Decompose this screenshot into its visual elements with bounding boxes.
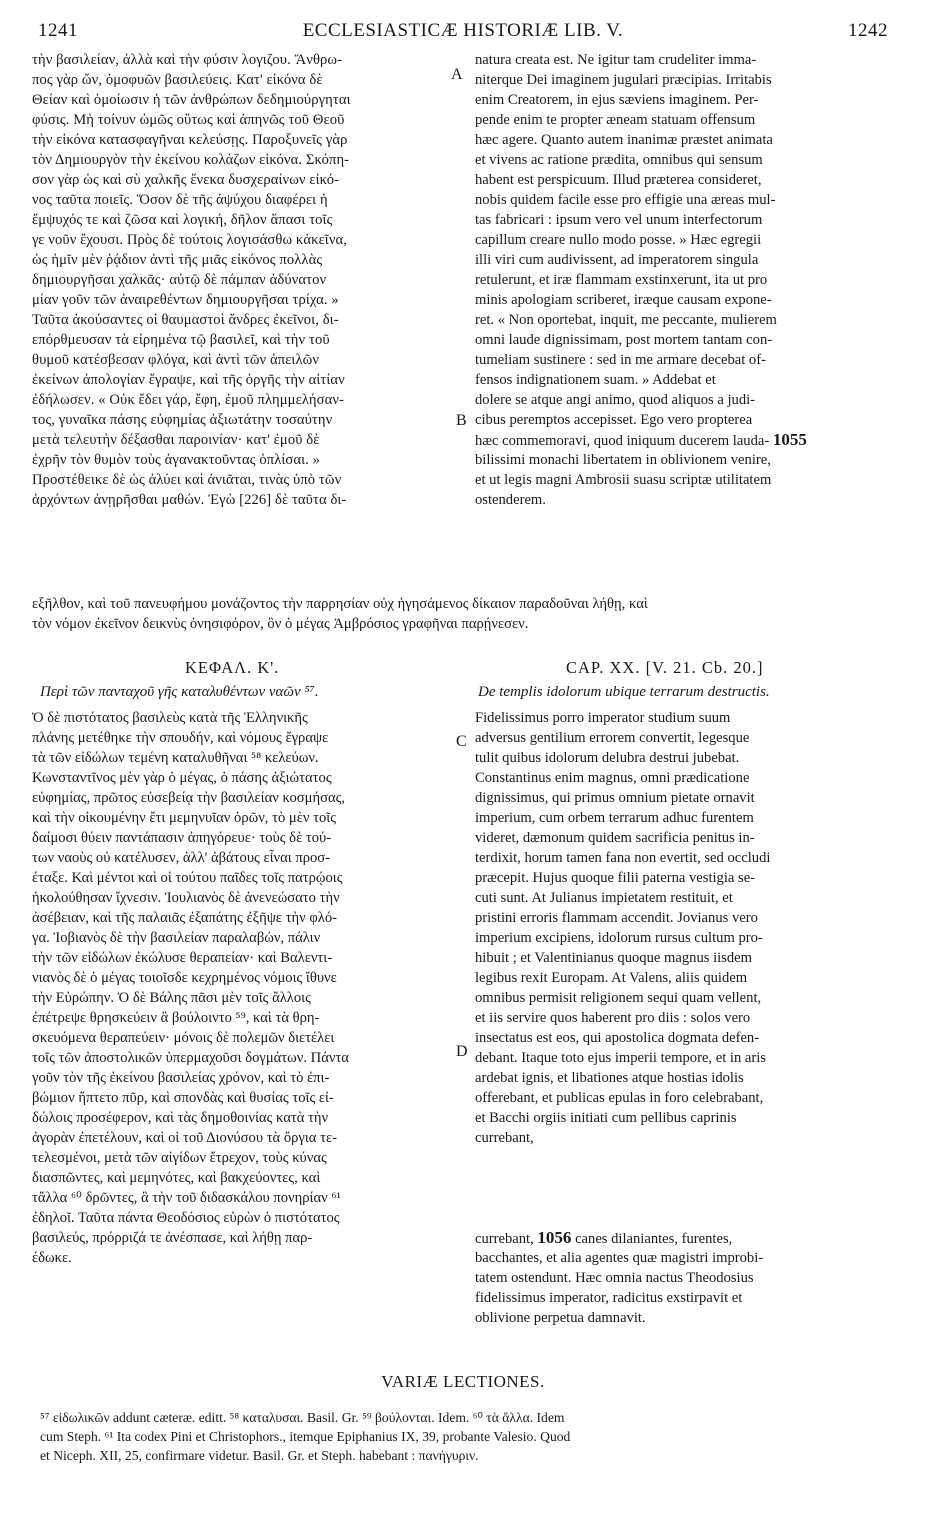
text-line: illi viri cum audivissent, ad imperatorem singula	[475, 252, 759, 268]
text-line: Ὁ δὲ πιστότατος βασιλεὺς κατὰ τῆς Ἑλληνικῆς	[32, 710, 308, 726]
text-line: δώλοις προσέφερον, καὶ τὰς δημοθοινίας κατὰ τὴν	[32, 1110, 329, 1126]
text-line	[32, 1268, 460, 1288]
text-line: bilissimi monachi libertatem in oblivionem venire,	[475, 452, 771, 468]
text-line: πος γὰρ ὤν, ὁμοφυῶν βασιλεύεις. Κατ' εἰκόνα δὲ	[32, 72, 323, 88]
text-line	[32, 1308, 460, 1328]
text-line: currebant,	[475, 1130, 534, 1146]
text-line: ostenderem.	[475, 492, 546, 508]
text-line: oblivione perpetua damnavit.	[475, 1310, 646, 1326]
text-line: ἠκολούθησαν ἴχνεσιν. Ἰουλιανὸς δὲ ἀνενεώσατο τὴν	[32, 890, 340, 906]
text-line: τὴν Εὐρώπην. Ὁ δὲ Βάλης πᾶσι μὲν τοῖς ἄλλοις	[32, 990, 311, 1006]
text-line: tas fabricari : ipsum vero vel unum interfectorum	[475, 212, 763, 228]
text-line: et Bacchi orgiis initiati cum pellibus caprinis	[475, 1110, 737, 1126]
text-line: fidelissimus imperator, radicitus exstirpavit et	[475, 1290, 743, 1306]
latin-column-top	[475, 50, 895, 590]
text-line: ἐδηλοῖ. Ταῦτα πάντα Θεοδόσιος εὑρὼν ὁ πιστότατος	[32, 1210, 340, 1226]
text-line: hibuit ; et Valentinianus quoque magnus iisdem	[475, 950, 752, 966]
text-line: τὸν Δημιουργὸν τὴν ἐκείνου κολάζων εἰκόνα. Σκόπη-	[32, 152, 350, 168]
text-line-start: currebant,	[475, 1231, 534, 1247]
text-line: Constantinus enim magnus, omni prædicatione	[475, 770, 750, 786]
text-line: δαίμοσι θύειν παντάπασιν ἀπηγόρευε· τοὺς δὲ τού-	[32, 830, 332, 846]
text-line: legibus rexit Europam. At Valens, aliis quidem	[475, 970, 748, 986]
greek-chapter-heading: ΚΕΦΑΛ. Κ'.	[185, 658, 280, 677]
text-line: εξῆλθον, καὶ τοῦ πανευφήμου μονάζοντος τὴν παρρησίαν οὐχ ἡγησάμενος δίκαιον παραδοῦναι λήθῃ, καὶ	[32, 596, 648, 612]
text-line: pristini erroris flammam accendit. Jovianus vero	[475, 910, 758, 926]
greek-column-top	[32, 50, 460, 590]
running-title: ECCLESIASTICÆ HISTORIÆ LIB. V.	[302, 20, 624, 41]
text-line: minis apologiam scriberet, iræque causam expone-	[475, 292, 772, 308]
variant-readings-heading: VARIÆ LECTIONES.	[381, 1372, 545, 1391]
text-line: θυμοῦ κατέσβεσαν φλόγα, καὶ ἀντὶ τῶν ἀπειλῶν	[32, 352, 320, 368]
text-line: retulerunt, et iræ flammam exstinxerunt, ita ut pro	[475, 272, 768, 288]
section-marker-d: D	[456, 1043, 468, 1060]
text-line: Θείαν καὶ ὁμοίωσιν ἡ τῶν ἀνθρώπων δεδημιούργηται	[32, 92, 351, 108]
text-line: et ut legis magni Ambrosii suasu scriptæ utilitatem	[475, 472, 772, 488]
text-line: εὐφημίας, πρῶτος εὐσεβείᾳ τὴν βασιλείαν κοσμήσας,	[32, 790, 346, 806]
greek-column-bottom	[32, 708, 460, 1348]
page-number-left: 1241	[38, 20, 78, 41]
footnotes	[40, 1408, 900, 1465]
text-line	[32, 570, 460, 590]
text-line: τὴν τῶν εἰδώλων ἐκώλυσε θεραπείαν· καὶ Βαλεντι-	[32, 950, 333, 966]
text-line: Ταῦτα ἀκούσαντες οἱ θαυμαστοὶ ἄνδρες ἐκεῖνοι, δι-	[32, 312, 339, 328]
text-line: hæc agere. Quanto autem inanimæ præstet animata	[475, 132, 773, 148]
text-line: pende enim te propter æneam statuam offensum	[475, 112, 756, 128]
text-line: dignissimus, qui primus omnium pietate ornavit	[475, 790, 755, 806]
text-line: γε νοῦν ἔχουσι. Πρὸς δὲ τούτοις λογισάσθω κἀκεῖνα,	[32, 232, 348, 248]
text-line	[32, 550, 460, 570]
section-marker-c: C	[456, 733, 467, 750]
text-line: τοῖς τῶν ἀποστολικῶν ὑπερμαχοῦσι δογμάτων. Πάντα	[32, 1050, 349, 1066]
text-line: debant. Itaque toto ejus imperii tempore, et in aris	[475, 1050, 766, 1066]
text-line: καὶ τὴν οἰκουμένην ἔτι μεμηνυῖαν ὁρῶν, τὸ μὲν τοῖς	[32, 810, 336, 826]
text-line: ἐκείνων ἀπολογίαν ἔγραψε, καὶ τῆς ὀργῆς τὴν αἰτίαν	[32, 372, 345, 388]
latin-chapter-title: De templis idolorum ubique terrarum destructis.	[478, 684, 770, 700]
text-line: νιανὸς δὲ ὁ μέγας τοιοῖσδε κεχρημένος νόμοις ἴθυνε	[32, 970, 337, 986]
text-line: nobis quidem facile esse pro effigie una æreas mul-	[475, 192, 776, 208]
text-line: τὴν εἰκόνα κατασφαγῆναι κελεύσῃς. Παροξυνεῖς γὰρ	[32, 132, 348, 148]
text-line: ὡς ἡμῖν μὲν ῥᾴδιον ἀντὶ τῆς μιᾶς εἰκόνος πολλὰς	[32, 252, 323, 268]
text-line	[475, 510, 895, 530]
text-line: præcepit. Hujus quoque filii paterna vestigia se-	[475, 870, 756, 886]
text-line: enim Creatorem, in ejus sæviens imaginem. Per-	[475, 92, 759, 108]
text-line: dolere se atque angi animo, quod aliquos a judi-	[475, 392, 756, 408]
text-line: τελεσμένοι, μετὰ τῶν αἰγίδων ἔτρεχον, τοὺς κύνας	[32, 1150, 327, 1166]
text-line: γα. Ἰοβιανὸς δὲ τὴν βασιλείαν παραλαβών, πάλιν	[32, 930, 321, 946]
text-line: niterque Dei imaginem jugulari præcipias. Irritabis	[475, 72, 772, 88]
text-line	[32, 1288, 460, 1308]
text-line: ἀγορὰν ἐπετέλουν, καὶ οἱ τοῦ Διονύσου τὰ ὄργια τε-	[32, 1130, 337, 1146]
text-line: γοῦν τὸν τῆς ἐκείνου βασιλείας χρόνον, καὶ τὸ ἐπι-	[32, 1070, 330, 1086]
text-line: Κωνσταντῖνος μὲν γὰρ ὁ μέγας, ὁ πάσης ἀξιώτατος	[32, 770, 332, 786]
text-line	[475, 1188, 895, 1208]
text-line: Προστέθεικε δὲ ὡς ἀλύει καὶ ἀνιᾶται, τινὰς ὑπὸ τῶν	[32, 472, 342, 488]
text-line: μίαν γοῦν τῶν ἀναιρεθέντων δημιουργῆσαι τρίχα. »	[32, 292, 339, 308]
text-line: πλάνης μετέθηκε τὴν σπουδήν, καὶ νόμους ἔγραψε	[32, 730, 329, 746]
column-number: 1055	[772, 430, 807, 449]
text-line: ardebat ignis, et libationes atque hostias idolis	[475, 1070, 744, 1086]
text-line-end: canes dilaniantes, furentes,	[575, 1231, 733, 1247]
text-line	[475, 570, 895, 590]
text-line: νος ταῦτα ποιεῖς. Ὅσον δὲ τῆς ἀψύχου διαφέρει ἡ	[32, 192, 328, 208]
text-line: fensos indignationem suam. » Addebat et	[475, 372, 716, 388]
text-line: terdixit, horum tamen fana non evertit, sed occludi	[475, 850, 771, 866]
text-line: τὸν νόμον ἐκεῖνον δεικνὺς ὀνησιφόρον, ὃν ὁ μέγας Ἀμβρόσιος γραφῆναι παρῄνεσεν.	[32, 616, 529, 632]
text-line: omnibus permisit religionem sequi quam vellent,	[475, 990, 762, 1006]
text-line: τἄλλα ⁶⁰ δρῶντες, ἃ τὴν τοῦ διδασκάλου πονηρίαν ⁶¹	[32, 1190, 341, 1206]
text-line: ret. « Non oportebat, inquit, me peccante, mulierem	[475, 312, 777, 328]
text-line: adversus gentilium errorem convertit, legesque	[475, 730, 750, 746]
text-line: insectatus est eos, qui apostolica dogmata defen-	[475, 1030, 760, 1046]
text-line: ἀσέβειαν, καὶ τῆς παλαιᾶς ἐξαπάτης ἐξῆψε τὴν φλό-	[32, 910, 338, 926]
latin-chapter-heading: CAP. XX. [V. 21. Cb. 20.]	[566, 658, 764, 677]
text-line: cibus peremptos accepisset. Ego vero propterea	[475, 412, 753, 428]
text-line: των ναοὺς οὐ κατέλυσεν, ἀλλ' ἀβάτους εἶναι προσ-	[32, 850, 331, 866]
text-line-start: hæc commemoravi, quod iniquum ducerem lauda-	[475, 433, 770, 449]
text-line: τὰ τῶν εἰδώλων τεμένη καταλυθῆναι ⁵⁸ κελεύων.	[32, 750, 319, 766]
text-line: et iis servire quos haberent pro diis : solos vero	[475, 1010, 751, 1026]
text-line: offerebant, et publicas epulas in foro celebrabant,	[475, 1090, 764, 1106]
page-number-right: 1242	[848, 20, 888, 41]
text-line	[32, 530, 460, 550]
transition-lines	[32, 594, 902, 634]
text-line	[475, 1228, 895, 1248]
text-line	[32, 1328, 460, 1348]
footnote-line: et Niceph. XII, 25, confirmare videtur. Basil. Gr. et Steph. habebant : πανήγυριν.	[40, 1448, 479, 1463]
text-line	[475, 530, 895, 550]
text-line: έταξε. Καὶ μέντοι καὶ οἱ τούτου παῖδες τοῖς πατρῴοις	[32, 870, 343, 886]
text-line: ἐδήλωσεν. « Οὐκ ἔδει γάρ, ἔφη, ἐμοῦ πλημμελήσαν-	[32, 392, 344, 408]
text-line: επόρθμευσαν τὰ εἰρημένα τῷ βασιλεῖ, καὶ τὴν τοῦ	[32, 332, 330, 348]
text-line: cuti sunt. At Julianus impietatem restituit, et	[475, 890, 733, 906]
text-line: et vivens ac ratione prædita, omnibus qui sensum	[475, 152, 763, 168]
text-line: ἐχρῆν τὸν θυμὸν τοὺς ἀγανακτοῦντας ὁπλίσαι. »	[32, 452, 321, 468]
text-line: διασπῶντες, καὶ μεμηνότες, καὶ βακχεύοντες, καὶ	[32, 1170, 321, 1186]
text-line: tulit quibus idolorum delubra destrui jubebat.	[475, 750, 740, 766]
text-line: δημιουργῆσαι χαλκᾶς· αὐτῷ δὲ πάμπαν ἀδύνατον	[32, 272, 327, 288]
section-marker-a: A	[451, 66, 463, 83]
text-line: capillum creare nullo modo posse. » Hæc egregii	[475, 232, 762, 248]
text-line: tatem ostendunt. Hæc omnia nactus Theodosius	[475, 1270, 754, 1286]
text-line: τος, γυναῖκα πάσης εὐφημίας ἀξιωτάτην τοσαύτην	[32, 412, 333, 428]
text-line: ἐπέτρεψε θρησκεύειν ἃ βούλοιντο ⁵⁹, καὶ τὰ θρη-	[32, 1010, 320, 1026]
latin-column-bottom	[475, 708, 895, 1328]
text-line: bacchantes, et alia agentes quæ magistri improbi-	[475, 1250, 764, 1266]
text-line: σκευόμενα θεραπεύειν· μόνοις δὲ πολεμῶν διετέλει	[32, 1030, 335, 1046]
text-line: φύσις. Μὴ τοίνυν ὠμῶς οὕτως καὶ ἀπηνῶς τοῦ Θεοῦ	[32, 112, 345, 128]
text-line: imperium, cum orbem terrarum adhuc furentem	[475, 810, 754, 826]
text-line: ἔμψυχός τε καὶ ζῶσα καὶ λογική, δῆλον ἅπασι τοῖς	[32, 212, 333, 228]
greek-chapter-title: Περὶ τῶν πανταχοῦ γῆς καταλυθέντων ναῶν ⁵⁷.	[40, 684, 319, 700]
text-line: σον γὰρ ὡς καὶ σὺ χαλκῆς ἕνεκα δυσχεραίνων εἰκό-	[32, 172, 340, 188]
text-line: μετὰ τελευτὴν δέξασθαι παροινίαν· κατ' ἐμοῦ δὲ	[32, 432, 320, 448]
text-line	[475, 430, 895, 450]
footnote-line: ⁵⁷ εἰδωλικῶν addunt cæteræ. editt. ⁵⁸ καταλυσαι. Basil. Gr. ⁵⁹ βούλονται. Idem. ⁶⁰ τὰ ἄλλα. Idem	[40, 1410, 565, 1425]
text-line: βώμιον ἥπτετο πῦρ, καὶ σπονδὰς καὶ θυσίας τοῖς εἰ-	[32, 1090, 334, 1106]
text-line: έδωκε.	[32, 1250, 72, 1266]
text-line: omni laude dignissimam, post mortem tantam con-	[475, 332, 773, 348]
text-line: videret, dæmonum quidem sacrificia penitus in-	[475, 830, 755, 846]
text-line	[475, 1148, 895, 1168]
text-line: τὴν βασιλείαν, ἀλλὰ καὶ τὴν φύσιν λογιζου. Ἄνθρω-	[32, 52, 343, 68]
text-line	[475, 550, 895, 570]
text-line: βασιλεύς, πρόρριζά τε ἀνέσπασε, καὶ λήθῃ παρ-	[32, 1230, 313, 1246]
text-line: imperium excipiens, idolorum rursus cultum pro-	[475, 930, 763, 946]
text-line: tumeliam sustinere : sed in me armare decebat of-	[475, 352, 766, 368]
text-line: natura creata est. Ne igitur tam crudeliter imma-	[475, 52, 757, 68]
text-line: habent est perspicuum. Illud præterea consideret,	[475, 172, 762, 188]
text-line: ἀρχόντων ἀνῃρῆσθαι μαθών. Ἐγὼ [226] δὲ ταῦτα δι-	[32, 492, 347, 508]
text-line: Fidelissimus porro imperator studium suum	[475, 710, 731, 726]
text-line	[475, 1208, 895, 1228]
section-marker-b: B	[456, 412, 467, 429]
text-line	[475, 1168, 895, 1188]
text-line	[32, 510, 460, 530]
footnote-line: cum Steph. ⁶¹ Ita codex Pini et Christophors., itemque Epiphanius IX, 39, probante Valesio. Quod	[40, 1429, 571, 1444]
column-number: 1056	[537, 1228, 572, 1247]
running-head	[32, 20, 894, 50]
